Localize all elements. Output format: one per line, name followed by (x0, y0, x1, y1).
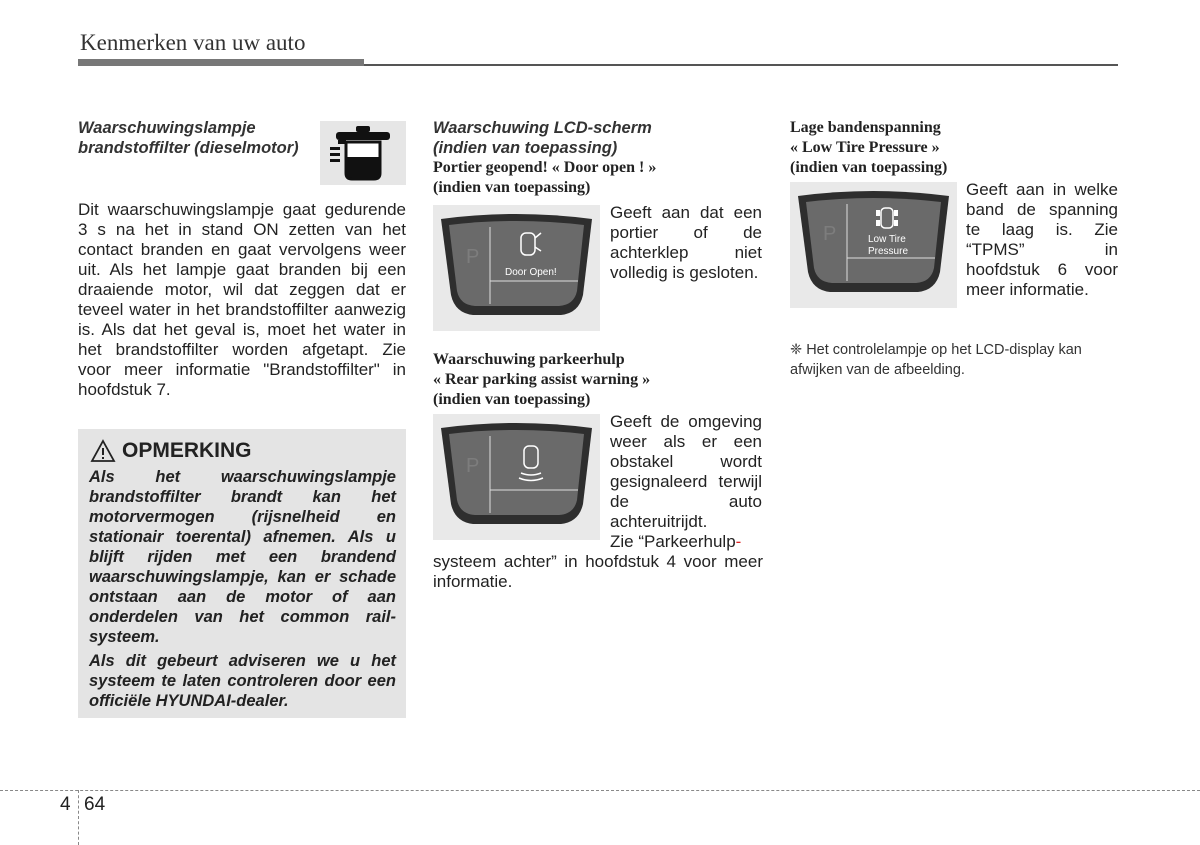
door-open-heading-line2: (indien van toepassing) (433, 179, 591, 196)
footnote (790, 340, 1120, 380)
warning-triangle-icon (90, 439, 116, 463)
footnote-symbol: ❈ (790, 342, 803, 358)
parking-heading-line2: « Rear parking assist warning » (433, 371, 651, 388)
column-tire-pressure (790, 118, 1120, 178)
tire-heading-line2: « Low Tire Pressure » (790, 139, 940, 156)
parking-lcd-image (433, 414, 600, 540)
fuel-filter-body: Dit waarschuwingslampje gaat gedurende 3 s na het in stand ON zetten van het contact branden en gaat vervolgens weer uit. Als het lampje gaat branden bij een draaiende motor, wil dat zeggen dat er teveel water in het brandstoffilter aanwezig is. Als dat het geval is, moet het water in het brandstoffilter worden afgetapt. Zie voor meer informatie "Brandstoffilter" in hoofdstuk 7. (78, 200, 406, 399)
lcd-warning-heading-line1: Waarschuwing LCD-scherm (433, 119, 652, 137)
fuel-filter-heading-line1: Waarschuwingslampje (78, 119, 256, 137)
door-open-gear-label: P (466, 246, 480, 268)
footer-dashed-divider (78, 790, 79, 845)
page-number: 64 (84, 794, 106, 815)
tire-heading (790, 118, 1120, 178)
tire-gear-label: P (823, 223, 837, 245)
door-open-body: Geeft aan dat een portier of de achterklep niet volledig is gesloten. (610, 203, 762, 282)
lcd-warning-heading (433, 118, 763, 158)
tire-screen-line2: Pressure (868, 246, 909, 257)
note-title-text: OPMERKING (122, 439, 252, 462)
footer-dashed-rule (0, 790, 1200, 791)
footnote-text: Het controlelampje op het LCD-display kan afwijken van de afbeelding. (790, 342, 1082, 378)
note-title (90, 439, 252, 463)
tire-heading-line3: (indien van toepassing) (790, 159, 948, 176)
header-rule-thin (364, 64, 1118, 66)
parking-body: Geeft de omgeving weer als er een obstakel wordt gesignaleerd terwijl de auto achteruitrijdt. (610, 412, 762, 531)
note-paragraph-2: Als dit gebeurt adviseren we u het systeem te laten controleren door een officiële HYUNDAI-dealer. (89, 652, 396, 710)
note-box (78, 429, 406, 718)
page-header-title: Kenmerken van uw auto (80, 30, 306, 55)
column-lcd-warnings (433, 118, 763, 198)
header-rule-thick (78, 59, 364, 66)
page-chapter-number: 4 (60, 794, 71, 815)
tire-lcd-image (790, 182, 957, 308)
lcd-warning-heading-line2: (indien van toepassing) (433, 139, 618, 157)
parking-heading-line1: Waarschuwing parkeerhulp (433, 351, 625, 368)
parking-body-2-line2: systeem achter” in hoofdstuk 4 voor meer informatie. (433, 552, 763, 591)
parking-ref-text: Zie “Parkeerhulp (610, 532, 736, 551)
parking-gear-label: P (466, 455, 480, 477)
fuel-filter-warning-icon (320, 121, 406, 185)
note-body (89, 467, 396, 715)
door-open-heading-line1: Portier geopend! « Door open ! » (433, 159, 657, 176)
door-open-heading (433, 158, 763, 198)
door-open-screen-text: Door Open! (505, 267, 557, 278)
tire-heading-line1: Lage bandenspanning (790, 119, 941, 136)
parking-body-2-line1 (610, 532, 762, 552)
tire-body: Geeft aan in welke band de spanning te laag is. Zie “TPMS” in hoofdstuk 6 voor meer informatie. (966, 180, 1118, 299)
parking-heading-line3: (indien van toepassing) (433, 391, 591, 408)
note-paragraph-1: Als het waarschuwingslampje brandstoffilter brandt kan het motorvermogen (rijsnelheid en stationair toerental) afnemen. Als u blijft rijden met een brandend waarschuwingslampje, kan er schade ontstaan aan de motor of aan onderdelen van het common rail-systeem. (89, 468, 396, 646)
door-open-lcd-image (433, 205, 600, 331)
parking-heading (433, 350, 763, 410)
fuel-filter-heading-line2: brandstoffilter (dieselmotor) (78, 139, 299, 157)
parking-ref-hyphen: - (735, 532, 742, 551)
tire-screen-line1: Low Tire (868, 234, 906, 245)
